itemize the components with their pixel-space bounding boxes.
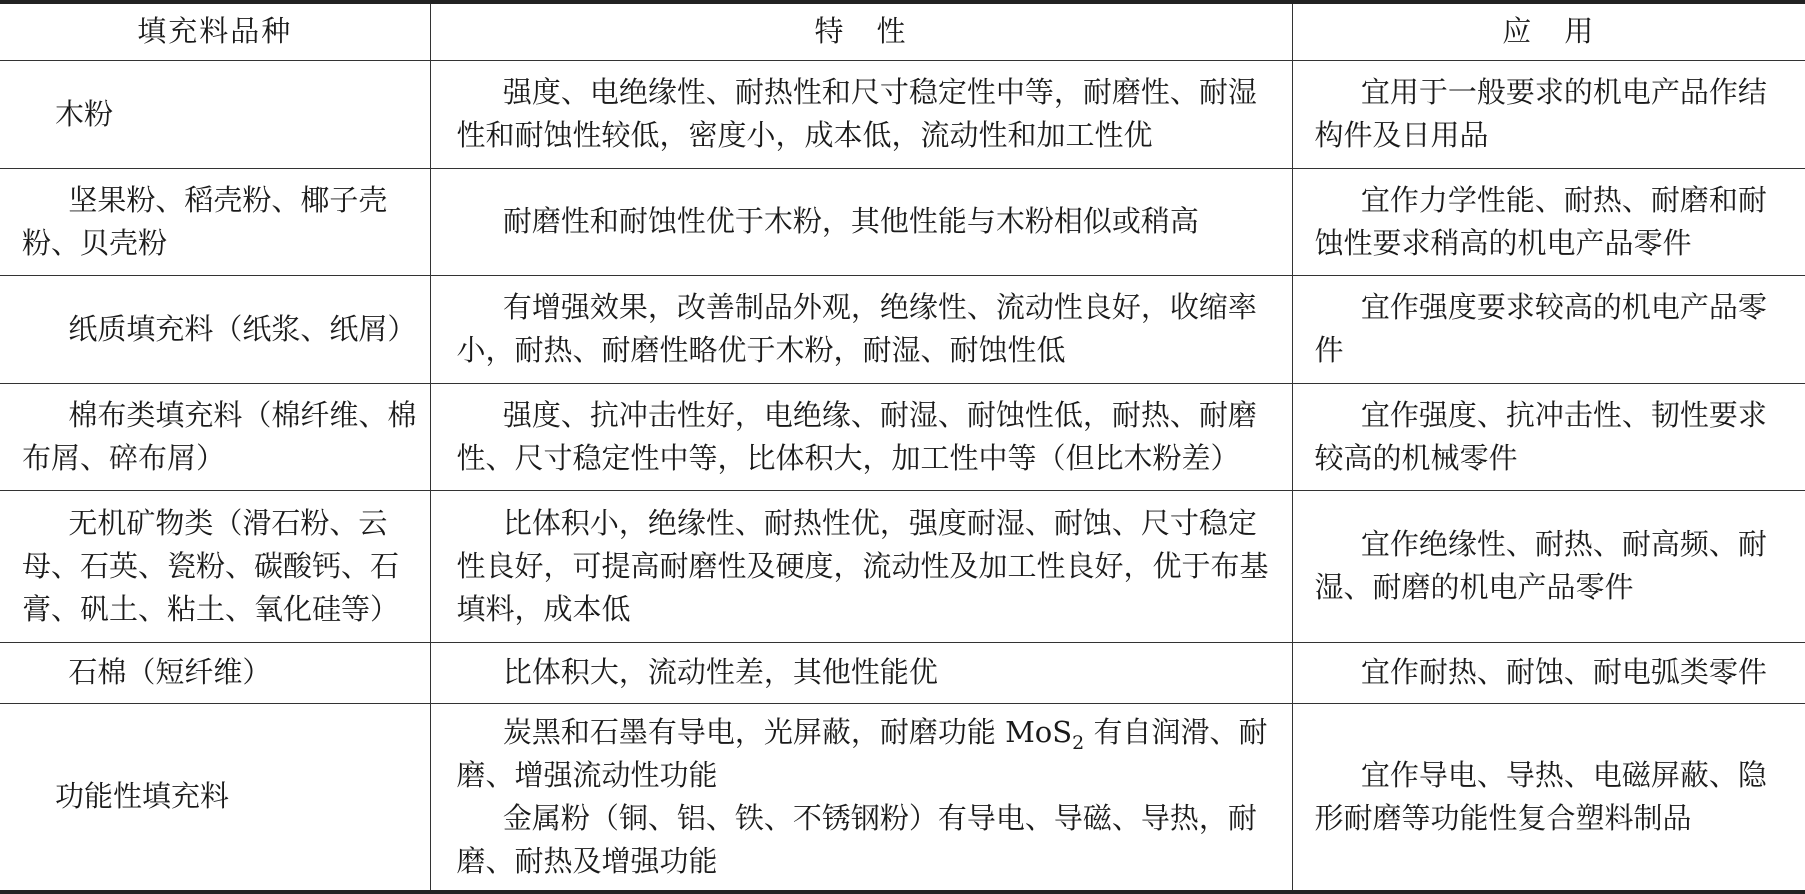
filler-name	[0, 642, 430, 703]
property-text: 有增强效果，改善制品外观，绝缘性、流动性良好，收缩率小，耐热、耐磨性略优于木粉，耐湿、耐蚀性低	[456, 290, 1257, 367]
table-row	[0, 383, 1805, 490]
filler-property	[430, 383, 1292, 490]
table-row	[0, 168, 1805, 275]
header-application: 应 用	[1292, 2, 1805, 60]
filler-property	[430, 168, 1292, 275]
application-text: 宜用于一般要求的机电产品作结构件及日用品	[1314, 75, 1767, 152]
table-row	[0, 642, 1805, 703]
filler-name-text: 坚果粉、稻壳粉、椰子壳粉、贝壳粉	[22, 182, 388, 260]
table-header-row	[0, 2, 1805, 60]
property-text: 强度、电绝缘性、耐热性和尺寸稳定性中等，耐磨性、耐湿性和耐蚀性较低，密度小，成本低，流动性和加工性优	[456, 75, 1257, 152]
filler-name	[0, 490, 430, 642]
property-text: 耐磨性和耐蚀性优于木粉，其他性能与木粉相似或稍高	[502, 204, 1199, 238]
application-text: 宜作强度、抗冲击性、韧性要求较高的机械零件	[1314, 397, 1767, 475]
filler-name: 木粉	[0, 60, 430, 168]
filler-name-text: 纸质填充料（纸浆、纸屑）	[68, 311, 417, 346]
property-subscript: 2	[1072, 731, 1085, 754]
filler-name: 功能性填充料	[0, 703, 430, 892]
application-text: 宜作导电、导热、电磁屏蔽、隐形耐磨等功能性复合塑料制品	[1314, 757, 1767, 835]
table-row	[0, 275, 1805, 383]
filler-property	[430, 703, 1292, 892]
property-text: 比体积大，流动性差，其他性能优	[502, 655, 938, 689]
filler-property	[430, 60, 1292, 168]
filler-property	[430, 642, 1292, 703]
filler-name	[0, 275, 430, 383]
filler-application	[1292, 383, 1805, 490]
filler-application	[1292, 275, 1805, 383]
property-text: 金属粉（铜、铝、铁、不锈钢粉）有导电、导磁、导热，耐磨、耐热及增强功能	[456, 800, 1257, 878]
property-text-part: 炭黑和石墨有导电，光屏蔽，耐磨功能 MoS	[502, 714, 1073, 749]
filler-application	[1292, 60, 1805, 168]
property-text: 强度、抗冲击性好，电绝缘、耐湿、耐蚀性低，耐热、耐磨性、尺寸稳定性中等，比体积大，加工性中等（但比木粉差）	[456, 397, 1257, 475]
application-text: 宜作耐热、耐蚀、耐电弧类零件	[1360, 655, 1767, 689]
filler-application	[1292, 490, 1805, 642]
filler-name	[0, 383, 430, 490]
application-text: 宜作绝缘性、耐热、耐高频、耐湿、耐磨的机电产品零件	[1314, 527, 1767, 604]
filler-name-text: 无机矿物类（滑石粉、云母、石英、瓷粉、碳酸钙、石膏、矾土、粘土、氧化硅等）	[22, 505, 400, 626]
table-row	[0, 703, 1805, 892]
filler-property	[430, 490, 1292, 642]
filler-application	[1292, 642, 1805, 703]
filler-property	[430, 275, 1292, 383]
property-text: 比体积小，绝缘性、耐热性优，强度耐湿、耐蚀、尺寸稳定性良好，可提高耐磨性及硬度，流动性及加工性良好，优于布基填料，成本低	[456, 505, 1269, 626]
filler-application	[1292, 703, 1805, 892]
table-row	[0, 490, 1805, 642]
application-text: 宜作强度要求较高的机电产品零件	[1314, 290, 1767, 367]
header-properties: 特 性	[430, 2, 1292, 60]
header-filler-type: 填充料品种	[0, 2, 430, 60]
application-text: 宜作力学性能、耐热、耐磨和耐蚀性要求稍高的机电产品零件	[1314, 182, 1767, 260]
property-text	[457, 711, 1278, 797]
filler-name-text: 棉布类填充料（棉纤维、棉布屑、碎布屑）	[22, 397, 417, 475]
filler-application	[1292, 168, 1805, 275]
property-text-part: 有自润滑、耐磨、增强流动性功能	[456, 714, 1268, 792]
table-row	[0, 60, 1805, 168]
filler-name	[0, 168, 430, 275]
filler-name-text: 石棉（短纤维）	[68, 655, 272, 689]
